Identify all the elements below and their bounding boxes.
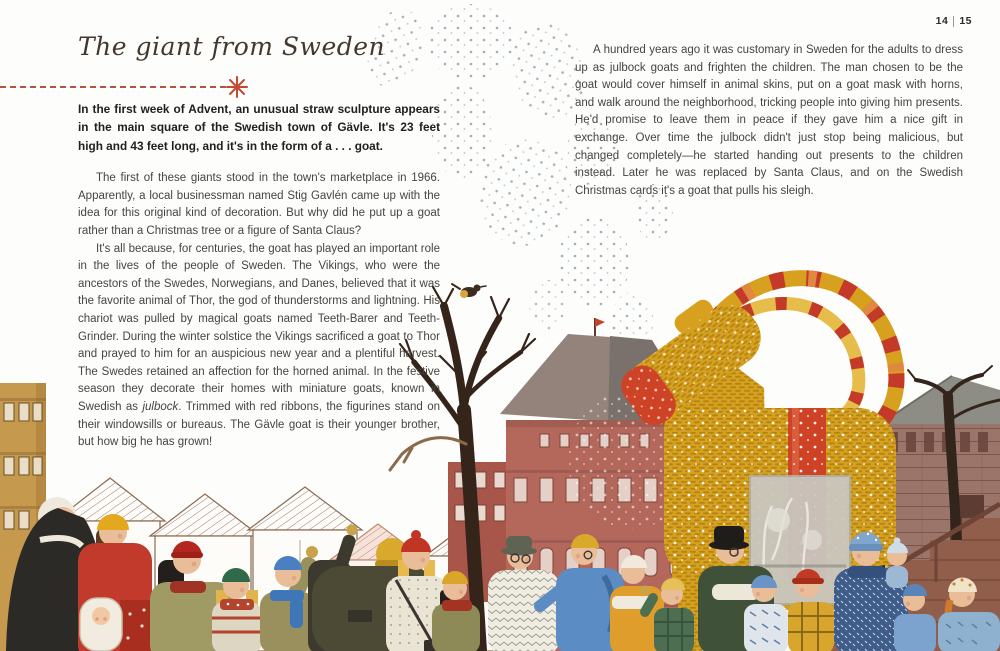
dashed-rule [0, 86, 226, 88]
intro-paragraph: In the first week of Advent, an unusual straw sculpture appears in the main square of the Swedish town of Gävle. It's 23 feet high and 43 feet long, and it's in the form of a . . . goat. [78, 102, 440, 153]
body-paragraph-2 [78, 241, 440, 452]
right-page-text [575, 42, 963, 200]
right-paragraph: A hundred years ago it was customary in Sweden for the adults to dress up as julbock goats and frighten the children. The man chosen to be the goat would cover himself in animal skins, put on a goat mask with horns, and walk around the neighborhood, tricking people into giving him presents. He'd promise to leave them in peace if they gave him a nice gift in exchange. Over time the julbock didn't just stop being malicious, but changed completely—he started handing out presents to the children instead. Later he was replaced by Santa Claus, and on the Swedish Christmas cards it's a goat that pulls his sleigh. [575, 44, 963, 197]
left-page-text [78, 100, 440, 452]
body-paragraph-1: The first of these giants stood in the town's marketplace in 1966. Apparently, a local businessman named Stig Gavlén came up with the idea for this original kind of decoration. But why did he put up a goat rather than a Christmas tree or a figure of Santa Claus? [78, 172, 440, 237]
chapter-title: The giant from Sweden [78, 32, 386, 61]
body-paragraph-2-post: . Trimmed with red ribbons, the figurines stand on their windowsills or bureaus. The Gävle goat is their younger brother, but how big he has grown! [78, 400, 441, 449]
page-numbers [931, 15, 977, 27]
julbock-italic: julbock [142, 400, 179, 413]
right-page-number: 15 [959, 15, 972, 27]
asterisk-ornament [225, 75, 249, 99]
left-page-number: 14 [935, 15, 949, 27]
body-paragraph-2-pre: It's all because, for centuries, the goat has played an important role in the lives of the people of Sweden. The Vikings, who were the ancestors of the Swedes, Norwegians, and Danes, believed that it was the favorite animal of Thor, the god of thunderstorms and lightning. His chariot was pulled by magical goats named Teeth-Barer and Teeth-Grinder. During the winter solstice the Vikings sacrificed a goat to Thor and prayed to him for an auspicious new year and a plentiful harvest. The Swedes retained an affection for the horned animal. In the festive season they decorate their homes with miniature goats, known in Swedish as [78, 242, 440, 413]
